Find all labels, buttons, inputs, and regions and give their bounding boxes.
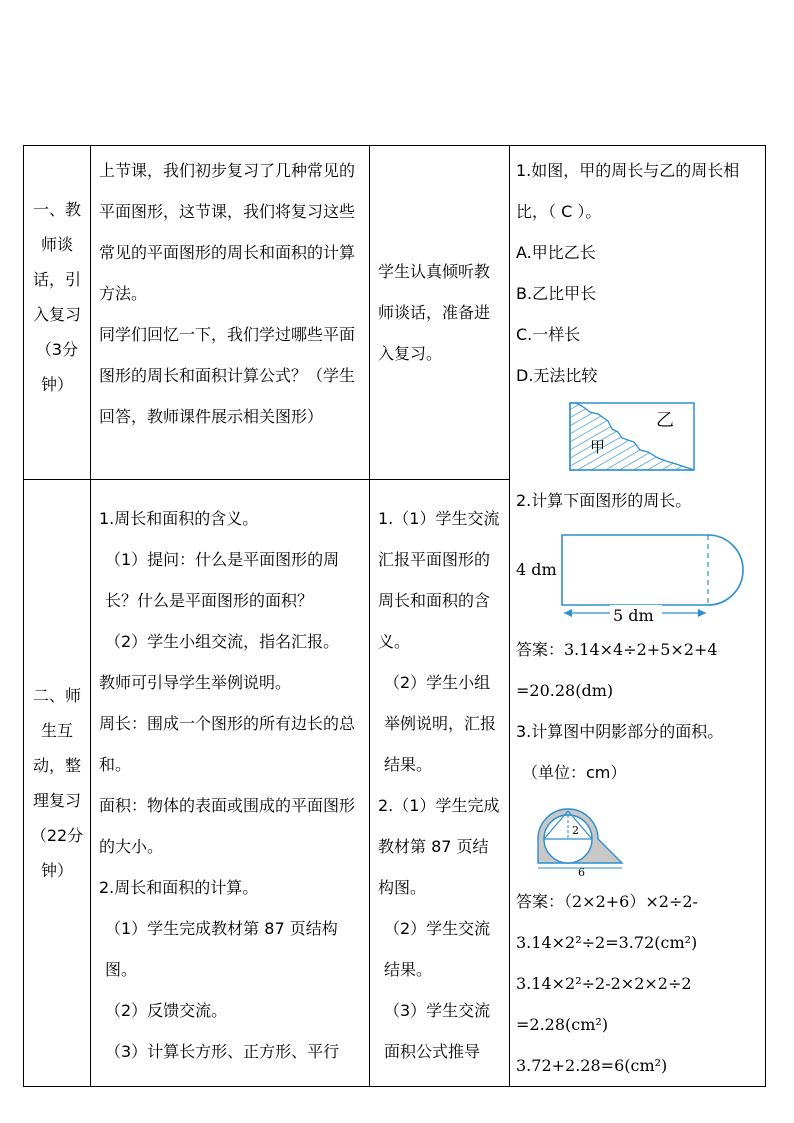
q2-height-label: 4 dm — [516, 560, 557, 579]
teacher-paragraph: （1）提问：什么是平面图形的周长？什么是平面图形的面积？ — [105, 550, 340, 611]
stage-cell — [24, 146, 91, 480]
q3-figure — [516, 797, 760, 877]
student-cell — [370, 480, 510, 1087]
q3-base-label: 6 — [578, 866, 585, 877]
fig-label-jia: 甲 — [590, 438, 606, 456]
student-paragraph: （2）学生小组举例说明，汇报结果。 — [384, 673, 497, 775]
teacher-paragraph: 上节课，我们初步复习了几种常见的平面图形，这节课，我们将复习这些常见的平面图形的周长和面积的计算方法。 — [99, 161, 356, 303]
teacher-cell — [91, 480, 370, 1087]
q2-answer: 答案：3.14×4÷2+5×2+4 — [516, 640, 718, 659]
q1-stem: 1.如图，甲的周长与乙的周长相比，（ C ）。 — [516, 161, 740, 221]
teacher-paragraph: （2）学生小组交流，指名汇报。 — [105, 632, 340, 652]
table-row — [24, 146, 766, 480]
teacher-paragraph: 同学们回忆一下，我们学过哪些平面图形的周长和面积计算公式？（学生回答，教师课件展示相关图形） — [99, 325, 356, 426]
student-paragraph: （3）学生交流面积公式推导 — [384, 1001, 491, 1062]
teacher-paragraph: 面积：物体的表面或围成的平面图形的大小。 — [99, 796, 356, 857]
student-text: 学生认真倾听教师谈话，准备进入复习。 — [378, 262, 491, 364]
q3-radius-label: 2 — [572, 824, 579, 837]
student-paragraph: （2）学生交流结果。 — [384, 919, 491, 980]
student-paragraph: 2.（1）学生完成教材第 87 页结构图。 — [378, 796, 500, 898]
q2-width-label: 5 dm — [613, 606, 654, 625]
q1-figure — [516, 400, 760, 476]
q1-option: B.乙比甲长 — [516, 284, 597, 303]
student-paragraph: 1.（1）学生交流汇报平面图形的周长和面积的含义。 — [378, 509, 500, 652]
q3-answer: 3.72+2.28=6(cm²) — [516, 1056, 668, 1075]
q1-option: A.甲比乙长 — [516, 243, 596, 262]
exercise-cell — [510, 146, 766, 1087]
stage-label: 一、教师谈话，引入复习（3分钟） — [32, 200, 81, 394]
teacher-paragraph: （3）计算长方形、正方形、平行 — [105, 1042, 340, 1062]
teacher-paragraph: 周长：围成一个图形的所有边长的总和。 — [99, 714, 356, 775]
q3-answer: 答案：（2×2+6）×2÷2- — [516, 892, 698, 911]
q3-answer: 3.14×2²÷2-2×2×2÷2 — [516, 974, 692, 993]
q3-unit: （单位：cm） — [522, 763, 627, 782]
stage-label: 二、师生互动，整理复习（22分钟） — [30, 686, 84, 881]
q2-answer: =20.28(dm) — [516, 681, 614, 700]
teacher-paragraph: 教师可引导学生举例说明。 — [99, 673, 292, 693]
teacher-paragraph: （1）学生完成教材第 87 页结构图。 — [105, 919, 338, 980]
q1-option: C.一样长 — [516, 325, 581, 344]
q2-figure — [516, 525, 760, 625]
teacher-cell — [91, 146, 370, 480]
q3-answer: 3.14×2²÷2=3.72(cm²) — [516, 933, 698, 952]
q1-option: D.无法比较 — [516, 366, 598, 385]
teacher-paragraph: （2）反馈交流。 — [105, 1001, 228, 1021]
q3-stem: 3.计算图中阴影部分的面积。 — [516, 722, 724, 741]
q3-answer: =2.28(cm²) — [516, 1015, 609, 1034]
teacher-paragraph: 1.周长和面积的含义。 — [99, 509, 259, 529]
lesson-table — [23, 145, 766, 1087]
teacher-paragraph: 2.周长和面积的计算。 — [99, 878, 259, 898]
student-cell — [370, 146, 510, 480]
fig-label-yi: 乙 — [656, 410, 674, 431]
stage-cell — [24, 480, 91, 1087]
q2-stem: 2.计算下面图形的周长。 — [516, 491, 692, 510]
